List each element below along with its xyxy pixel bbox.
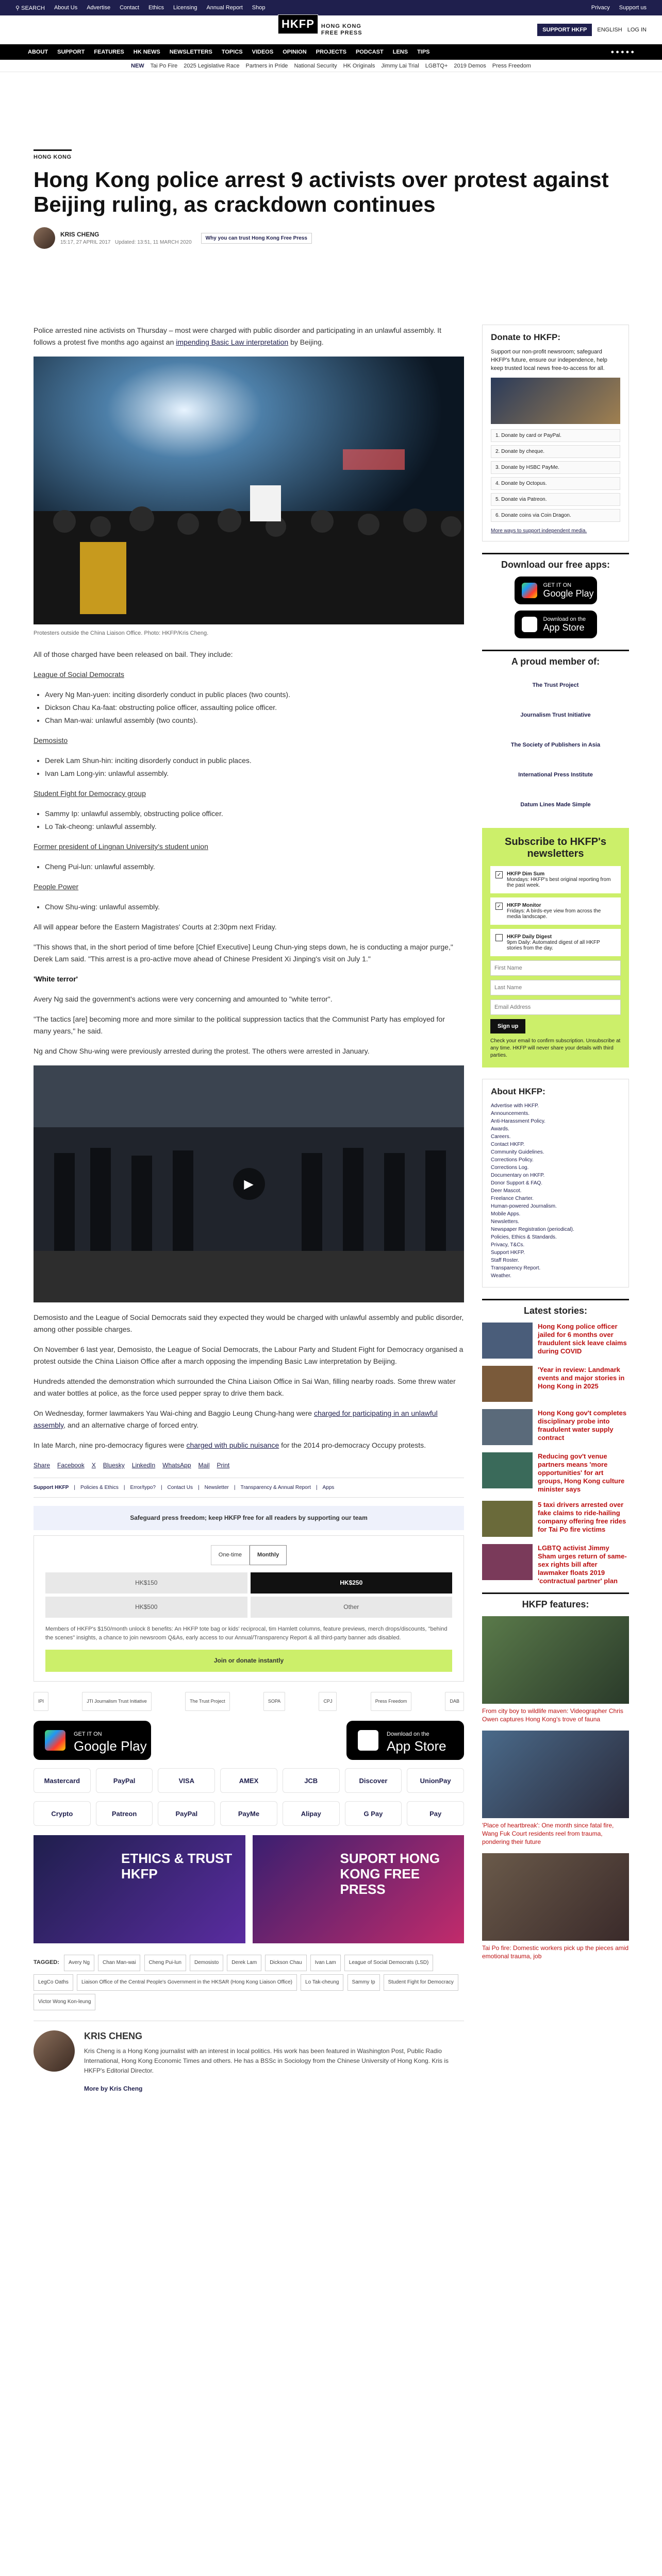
list-item: • Derek Lam Shun-hin: inciting disorderly conduct in public places. [45, 755, 464, 767]
list-item: • Avery Ng Man-yuen: inciting disorderly conduct in public places (two counts). [45, 689, 464, 701]
story-title: LGBTQ activist Jimmy Sham urges return of same-sex rights bill after lawmaker floats 2019 'contractual partner' plan [538, 1544, 627, 1585]
list-item: • Chow Shu-wing: unlawful assembly. [45, 901, 464, 913]
google-text: Google Play [74, 1738, 147, 1754]
feature-title: From city boy to wildlife maven: Videographer Chris Owen captures Hong Kong's trove of fauna [482, 1707, 623, 1723]
group-heading-lsd: League of Social Democrats [34, 670, 124, 679]
about-link[interactable]: Contact HKFP. [491, 1142, 525, 1147]
wed-text-b: , and an alternative charge of forced entry. [63, 1421, 199, 1429]
category-label[interactable]: HONG KONG [34, 149, 72, 160]
logo-box: HKFP [278, 14, 318, 34]
donate-option[interactable]: 3. Donate by HSBC PayMe. [491, 461, 620, 474]
nav-item-videos[interactable]: VIDEOS [252, 49, 274, 55]
nav-item-features[interactable]: FEATURES [94, 49, 124, 55]
november-paragraph: On November 6 last year, Demosisto, the League of Social Democrats, the Labour Party and Student Fight for Democracy organised a protest outside the China Liaison Office after a march opposing the impending Basic Law interpretation by Beijing. [34, 1345, 464, 1365]
tag[interactable]: Derek Lam [227, 1955, 261, 1971]
app-store-button[interactable] [346, 1721, 464, 1760]
app-store-buttons [34, 1721, 464, 1760]
advertise-link[interactable]: Advertise [87, 5, 111, 11]
byline [34, 227, 626, 249]
about-link[interactable]: Careers. [491, 1134, 511, 1140]
photo-caption: Protesters outside the China Liaison Office. Photo: HKFP/Kris Cheng. [34, 630, 209, 636]
donate-option[interactable]: 1. Donate by card or PayPal. [491, 429, 620, 442]
support-promo[interactable] [253, 1835, 465, 1943]
tab-one-time[interactable]: One-time [211, 1545, 250, 1565]
feature-item[interactable] [482, 1731, 629, 1846]
lead-end-text: by Beijing. [288, 338, 324, 346]
donate-box [482, 325, 629, 541]
donate-heading: Donate to HKFP: [491, 332, 561, 342]
nav-item-support[interactable]: SUPPORT [57, 49, 85, 55]
mastercard-icon[interactable]: Mastercard [34, 1768, 91, 1793]
google-play-icon [45, 1730, 65, 1751]
story-thumbnail [482, 1544, 533, 1580]
apps-heading: Download our free apps: [482, 553, 629, 570]
transparency-link[interactable]: Transparency & Annual Report [240, 1485, 311, 1490]
story-title: 'Year in review: Landmark events and major stories in Hong Kong in 2025 [538, 1366, 625, 1390]
about-link[interactable]: Awards. [491, 1126, 509, 1132]
donate-option[interactable]: 6. Donate coins via Coin Dragon. [491, 509, 620, 522]
main-navigation [0, 44, 662, 60]
quote-paragraph: "This shows that, in the short period of time before [Chief Executive] Leung Chun-ying steps down, he is conducting a major purge," Derek Lam said. "This arrest is a pro-active move ahead of Chinese President Xi Jinping's visit on July 1." [34, 943, 453, 963]
newsletter-desc: 9pm Daily: Automated digest of all HKFP stories from the day. [507, 940, 600, 951]
author-box-name[interactable]: KRIS CHENG [84, 2031, 143, 2041]
login-link[interactable]: LOG IN [627, 27, 647, 33]
licensing-link[interactable]: Licensing [173, 5, 197, 11]
partner-logo[interactable]: Press Freedom [371, 1692, 412, 1711]
apple-text: App Store [387, 1738, 446, 1754]
avery-paragraph: Avery Ng said the government's actions were very concerning and amounted to "white terror". [34, 995, 333, 1003]
top-utility-bar [0, 0, 662, 15]
about-link[interactable]: Donor Support & FAQ. [491, 1180, 543, 1186]
donate-widget [34, 1535, 464, 1682]
about-heading: About HKFP: [491, 1087, 545, 1096]
tags-section [34, 1955, 464, 2013]
tag[interactable]: Lo Tak-cheung [301, 1974, 343, 1991]
unionpay-icon[interactable]: UnionPay [407, 1768, 464, 1793]
tag[interactable]: Cheng Pui-lun [144, 1955, 186, 1971]
basic-law-link[interactable]: impending Basic Law interpretation [176, 338, 289, 346]
list-item: • Lo Tak-cheong: unlawful assembly. [45, 821, 464, 833]
author-name[interactable]: KRIS CHENG [60, 231, 100, 238]
latest-heading: Latest stories: [482, 1299, 629, 1316]
play-icon[interactable]: ▶ [233, 1168, 265, 1200]
feature-image [482, 1853, 629, 1941]
donate-intro: Support our non-profit newsroom; safeguard HKFP's future, ensure our independence, help keep trusted local news free-to-access for all. [491, 349, 607, 371]
court-paragraph: All will appear before the Eastern Magistrates' Courts at 2:30pm next Friday. [34, 923, 277, 931]
date-text: 15:17, 27 APRIL 2017 [60, 240, 111, 245]
about-list [491, 1102, 620, 1280]
sidebar-app-buttons [482, 577, 629, 638]
share-label[interactable]: Share [34, 1462, 51, 1469]
author-box [34, 2021, 464, 2102]
story-item[interactable] [482, 1323, 629, 1359]
tag[interactable]: League of Social Democrats (LSD) [344, 1955, 434, 1971]
policies-link[interactable]: Policies & Ethics [80, 1485, 119, 1490]
sopa-logo[interactable]: The Society of Publishers in Asia [510, 742, 601, 748]
nav-item-lens[interactable]: LENS [392, 49, 408, 55]
story-item[interactable] [482, 1544, 629, 1585]
article-header [34, 149, 626, 249]
group-heading-lingnan: Former president of Lingnan University's student union [34, 842, 208, 851]
partner-logo[interactable]: JTI Journalism Trust Initiative [82, 1692, 152, 1711]
share-mail[interactable]: Mail [198, 1462, 210, 1469]
social-icons[interactable]: ● ● ● ● ● [610, 49, 634, 55]
visa-icon[interactable]: VISA [158, 1768, 215, 1793]
about-link[interactable]: Policies, Ethics & Standards. [491, 1234, 557, 1240]
nav-item-hk-news[interactable]: HK NEWS [133, 49, 160, 55]
march-paragraph [34, 1439, 464, 1451]
story-thumbnail [482, 1409, 533, 1445]
story-thumbnail [482, 1452, 533, 1488]
nav-item-opinion[interactable]: OPINION [283, 49, 307, 55]
google-pay-icon[interactable]: G Pay [345, 1801, 402, 1826]
partner-logo[interactable]: CPJ [319, 1692, 337, 1711]
story-item[interactable] [482, 1501, 629, 1537]
newsletter-link[interactable]: Newsletter [204, 1485, 229, 1490]
publish-date [60, 240, 192, 245]
google-play-button[interactable] [34, 1721, 151, 1760]
join-donate-button[interactable]: Join or donate instantly [45, 1650, 452, 1672]
nav-item-podcast[interactable]: PODCAST [355, 49, 384, 55]
released-paragraph: All of those charged have been released on bail. They include: [34, 650, 233, 658]
member-logos [482, 673, 629, 817]
jti-logo[interactable]: Journalism Trust Initiative [520, 712, 591, 718]
apple-small-text: Download on the [543, 616, 586, 622]
about-link[interactable]: About Us [54, 5, 78, 11]
sfd-list [45, 808, 464, 833]
embedded-video[interactable] [34, 1065, 464, 1302]
donate-options [491, 429, 620, 522]
ng-paragraph: Ng and Chow Shu-wing were previously arrested during the protest. The others were arrested in January. [34, 1047, 370, 1055]
list-item: • Dickson Chau Ka-faat: obstructing police officer, assaulting police officer. [45, 702, 464, 714]
list-item: • Cheng Pui-lun: unlawful assembly. [45, 861, 464, 873]
trending-item[interactable]: National Security [294, 62, 337, 69]
white-terror-subheading: 'White terror' [34, 975, 78, 983]
discover-icon[interactable]: Discover [345, 1768, 402, 1793]
story-thumbnail [482, 1501, 533, 1537]
updated-text: Updated: 13:51, 11 MARCH 2020 [114, 240, 192, 245]
patreon-icon[interactable]: Patreon [96, 1801, 153, 1826]
story-title: 5 taxi drivers arrested over fake claims to ride-hailing company offering free rides for Tai Po fire victims [538, 1501, 626, 1533]
tag[interactable]: Sammy Ip [347, 1974, 380, 1991]
demosisto-list [45, 755, 464, 779]
trending-item[interactable]: Partners in Pride [245, 62, 288, 69]
feature-image [482, 1731, 629, 1818]
jcb-icon[interactable]: JCB [283, 1768, 340, 1793]
article-body [34, 325, 464, 2102]
donate-option[interactable]: 4. Donate by Octopus. [491, 477, 620, 490]
amount-option[interactable]: HK$150 [45, 1572, 247, 1594]
march-text-a: In late March, nine pro-democracy figures were [34, 1441, 187, 1449]
logo-line1: HONG KONG [321, 23, 361, 29]
feature-item[interactable] [482, 1616, 629, 1723]
annual-report-link[interactable]: Annual Report [206, 5, 243, 11]
checkbox-icon[interactable] [495, 934, 503, 941]
trending-item[interactable]: 2025 Legislative Race [184, 62, 240, 69]
about-box [482, 1079, 629, 1287]
article-footer-links: Support HKFP | Policies & Ethics | Error/typo? | Contact Us | Newsletter | Transparency & Annual Report | Apps [34, 1478, 464, 1498]
about-link[interactable]: Staff Roster. [491, 1258, 519, 1263]
lsd-list [45, 689, 464, 726]
story-item[interactable] [482, 1452, 629, 1494]
story-title: Hong Kong gov't completes disciplinary probe into fraudulent water supply contract [538, 1409, 627, 1442]
amount-option[interactable]: Other [251, 1597, 453, 1618]
donate-option[interactable]: 2. Donate by cheque. [491, 445, 620, 458]
share-facebook[interactable]: Facebook [57, 1462, 85, 1469]
logo-text [321, 23, 362, 37]
about-link[interactable]: Announcements. [491, 1111, 530, 1116]
shop-link[interactable]: Shop [252, 5, 266, 11]
about-link[interactable]: Deer Mascot. [491, 1188, 522, 1194]
tab-monthly[interactable]: Monthly [250, 1545, 287, 1565]
about-link[interactable]: Privacy, T&Cs. [491, 1242, 525, 1248]
search-label: SEARCH [21, 5, 45, 11]
newsletter-heading: Subscribe to HKFP's newsletters [504, 836, 606, 859]
share-print[interactable]: Print [217, 1462, 230, 1469]
share-row [34, 1460, 464, 1471]
newsletter-name: HKFP Daily Digest [507, 934, 552, 940]
partner-logo[interactable]: The Trust Project [185, 1692, 230, 1711]
signup-button[interactable]: Sign up [490, 1019, 525, 1033]
lingnan-list [45, 861, 464, 873]
more-by-author-link[interactable]: More by Kris Cheng [84, 2085, 143, 2092]
feature-title: Tai Po fire: Domestic workers pick up the pieces amid emotional trauma, job [482, 1944, 629, 1960]
tag[interactable]: Demosisto [190, 1955, 223, 1971]
search-link[interactable]: ⚲ SEARCH [15, 5, 45, 11]
safeguard-banner: Safeguard press freedom; keep HKFP free for all readers by supporting our team [34, 1506, 464, 1530]
frequency-tabs [45, 1545, 452, 1565]
google-small-text: GET IT ON [74, 1731, 102, 1737]
about-link[interactable]: Weather. [491, 1273, 511, 1279]
about-link[interactable]: Corrections Log. [491, 1165, 529, 1171]
google-small-text: GET IT ON [543, 582, 572, 588]
sidebar [482, 325, 629, 1968]
group-heading-demosisto: Demosisto [34, 736, 68, 744]
apple-small-text: Download on the [387, 1731, 429, 1737]
features-heading: HKFP features: [482, 1592, 629, 1610]
public-nuisance-link[interactable]: charged with public nuisance [186, 1441, 279, 1449]
partner-logo[interactable]: SOPA [263, 1692, 285, 1711]
sidebar-app-store-button[interactable] [515, 611, 597, 638]
trending-item[interactable]: HK Originals [343, 62, 375, 69]
author-avatar[interactable] [34, 227, 55, 249]
story-item[interactable] [482, 1366, 629, 1402]
newsletter-desc: Mondays: HKFP's best original reporting from the past week. [507, 877, 611, 888]
hkfp-logo[interactable] [278, 20, 384, 40]
alipay-icon[interactable]: Alipay [283, 1801, 340, 1826]
about-link[interactable]: Newspaper Registration (periodical). [491, 1227, 574, 1232]
protest-photo [34, 357, 464, 624]
trending-item[interactable]: 2019 Demos [454, 62, 486, 69]
newsletter-option-monitor[interactable] [490, 897, 621, 925]
promo-banners [34, 1835, 464, 1943]
trust-button[interactable]: Why you can trust Hong Kong Free Press [201, 233, 312, 244]
about-link[interactable]: Documentary on HKFP. [491, 1173, 545, 1178]
trending-item[interactable]: Jimmy Lai Trial [381, 62, 419, 69]
feature-item[interactable] [482, 1853, 629, 1960]
promo-title: SUPORT HONG KONG FREE PRESS [340, 1851, 440, 1897]
apple-text: App Store [543, 622, 585, 633]
language-selector[interactable]: ENGLISH [597, 27, 622, 33]
story-item[interactable] [482, 1409, 629, 1445]
site-header [0, 15, 662, 44]
about-link[interactable]: Anti-Harassment Policy. [491, 1118, 545, 1124]
privacy-link[interactable]: Privacy [591, 5, 610, 11]
trending-item[interactable]: Tai Po Fire [150, 62, 178, 69]
apple-icon [358, 1730, 378, 1751]
list-item: • Ivan Lam Long-yin: unlawful assembly. [45, 768, 464, 779]
amex-icon[interactable]: AMEX [220, 1768, 277, 1793]
paypal-icon[interactable]: PayPal [96, 1768, 153, 1793]
about-link[interactable]: Mobile Apps. [491, 1211, 521, 1217]
group-heading-sfd: Student Fight for Democracy group [34, 789, 146, 798]
crypto-icon[interactable]: Crypto [34, 1801, 91, 1826]
nav-item-topics[interactable]: TOPICS [221, 49, 243, 55]
share-whatsapp[interactable]: WhatsApp [162, 1462, 191, 1469]
member-heading: A proud member of: [482, 650, 629, 667]
paypal-icon[interactable]: PayPal [158, 1801, 215, 1826]
author-box-avatar[interactable] [34, 2030, 75, 2072]
demosisto-paragraph: Demosisto and the League of Social Democrats said they expected they would be charged with unlawful assembly and public disorder, among other possible charges. [34, 1313, 464, 1333]
sidebar-google-play-button[interactable] [515, 577, 597, 604]
partner-logo[interactable]: DAB [445, 1692, 464, 1711]
trust-project-logo[interactable]: The Trust Project [532, 682, 579, 688]
nav-item-about[interactable]: ABOUT [28, 49, 48, 55]
amount-option-selected[interactable]: HK$250 [251, 1572, 453, 1594]
feature-title: 'Place of heartbreak': One month since fatal fire, Wang Fuk Court residents reel from trauma, pondering their future [482, 1822, 614, 1845]
contact-link[interactable]: Contact [120, 5, 139, 11]
nav-item-tips[interactable]: TIPS [417, 49, 430, 55]
payment-methods [34, 1768, 464, 1826]
march-text-b: for the 2014 pro-democracy Occupy protests. [279, 1441, 426, 1449]
payme-icon[interactable]: PayMe [220, 1801, 277, 1826]
promo-title: ETHICS & TRUST HKFP [121, 1851, 233, 1882]
support-hkfp-link[interactable]: Support HKFP [34, 1485, 69, 1490]
about-link[interactable]: Advertise with HKFP. [491, 1103, 539, 1109]
amount-options [45, 1572, 452, 1618]
nav-item-projects[interactable]: PROJECTS [316, 49, 346, 55]
apple-pay-icon[interactable]: Pay [407, 1801, 464, 1826]
tag[interactable]: LegCo Oaths [34, 1974, 73, 1991]
checkbox-checked-icon[interactable]: ✓ [495, 903, 503, 910]
story-thumbnail [482, 1366, 533, 1402]
first-name-field[interactable] [490, 960, 621, 976]
lead-text: Police arrested nine activists on Thursday – most were charged with public disorder and participating in an unlawful assembly. It follows a protest five months ago against an [34, 326, 441, 346]
amount-option[interactable]: HK$500 [45, 1597, 247, 1618]
list-item: • Sammy Ip: unlawful assembly, obstructing police officer. [45, 808, 464, 820]
list-item: • Chan Man-wai: unlawful assembly (two counts). [45, 715, 464, 726]
newsletter-note: Check your email to confirm subscription. Unsubscribe at any time. HKFP will never share your details with third parties. [490, 1038, 621, 1058]
share-bluesky[interactable]: Bluesky [103, 1462, 125, 1469]
logo-line2: FREE PRESS [321, 30, 362, 36]
share-x[interactable]: X [91, 1462, 96, 1469]
about-link[interactable]: Support HKFP. [491, 1250, 525, 1256]
ethics-link[interactable]: Ethics [148, 5, 164, 11]
apple-icon [522, 617, 537, 632]
share-linkedin[interactable]: LinkedIn [131, 1462, 156, 1469]
latest-stories [482, 1323, 629, 1585]
tag[interactable]: Chan Man-wai [98, 1955, 140, 1971]
newsletter-name: HKFP Monitor [507, 903, 541, 908]
lead-paragraph [34, 325, 464, 348]
article-title: Hong Kong police arrest 9 activists over protest against Beijing ruling, as crackdown continues [34, 167, 609, 216]
newsletter-name: HKFP Dim Sum [507, 871, 545, 877]
support-hkfp-button[interactable]: SUPPORT HKFP [537, 24, 592, 36]
newsletter-option-dim-sum[interactable] [490, 866, 621, 893]
google-play-icon [522, 583, 537, 598]
email-field[interactable] [490, 999, 621, 1015]
about-link[interactable]: Community Guidelines. [491, 1149, 544, 1155]
author-bio: Kris Cheng is a Hong Kong journalist with an interest in local politics. His work has been featured in Washington Post, Public Radio International, Hong Kong Economic Times and others. He has a BSSc in Sociology from the Chinese University of Hong Kong. Kris is HKFP's Editorial Director. [84, 2047, 449, 2074]
trending-bar [0, 60, 662, 72]
about-link[interactable]: Freelance Charter. [491, 1196, 534, 1201]
newsletter-option-daily-digest[interactable] [490, 929, 621, 956]
google-text: Google Play [543, 588, 594, 599]
story-thumbnail [482, 1323, 533, 1359]
tactics-paragraph: "The tactics [are] becoming more and more similar to the political suppression tactics that the Communist Party has employed for many years," he said. [34, 1015, 445, 1035]
trending-item[interactable]: LGBTQ+ [425, 62, 448, 69]
about-link[interactable]: Transparency Report. [491, 1265, 541, 1271]
about-link[interactable]: Newsletters. [491, 1219, 520, 1225]
datum-lines-logo[interactable]: Datum Lines Made Simple [520, 802, 591, 808]
people-power-list [45, 901, 464, 913]
tag[interactable]: Liaison Office of the Central People's Government in the HKSAR (Hong Kong Liaison Office) [77, 1974, 297, 1991]
trending-item[interactable]: Press Freedom [492, 62, 531, 69]
tag[interactable]: Victor Wong Kon-leung [34, 1994, 95, 2010]
contact-us-link[interactable]: Contact Us [167, 1485, 193, 1490]
last-name-field[interactable] [490, 980, 621, 995]
story-title: Hong Kong police officer jailed for 6 months over fraudulent sick leave claims during COVID [538, 1323, 627, 1355]
newsletter-desc: Fridays: A birds-eye view from across the media landscape. [507, 908, 601, 920]
tagged-label: TAGGED: [34, 1959, 59, 1965]
tag[interactable]: Ivan Lam [310, 1955, 341, 1971]
wed-text-a: On Wednesday, former lawmakers Yau Wai-ching and Baggio Leung Chung-hang were [34, 1409, 314, 1417]
donate-image [491, 378, 620, 424]
ipi-logo[interactable]: International Press Institute [518, 772, 593, 778]
donate-option[interactable]: 5. Donate via Patreon. [491, 493, 620, 506]
tag[interactable]: Student Fight for Democracy [384, 1974, 458, 1991]
more-ways-link[interactable]: More ways to support independent media. [491, 528, 587, 534]
about-link[interactable]: Corrections Policy. [491, 1157, 534, 1163]
support-us-link[interactable]: Support us [619, 5, 647, 11]
story-title: Reducing gov't venue partners means 'more opportunities' for art groups, Hong Kong culture minister says [538, 1452, 625, 1493]
about-link[interactable]: Human-powered Journalism. [491, 1204, 557, 1209]
newsletter-box [482, 828, 629, 1067]
membership-note: Members of HKFP's $150/month unlock 8 benefits: An HKFP tote bag or kids' reciprocal, tim Hamlett columns, feature previews, merch drops/discounts, "behind the scenes" insights, a chance to join newsroom Q&As, early access to our Annual/Transparency Report & all third-party banner ads disabled. [45, 1626, 448, 1641]
feature-image [482, 1616, 629, 1704]
apps-link[interactable]: Apps [322, 1485, 335, 1490]
partner-logos [34, 1690, 464, 1713]
protest-photo-illustration [34, 357, 464, 624]
unlawful-assembly-link[interactable]: charged for participating in an unlawful assembly [34, 1409, 438, 1429]
group-heading-people-power: People Power [34, 883, 79, 891]
tag[interactable]: Avery Ng [64, 1955, 94, 1971]
wednesday-paragraph [34, 1408, 464, 1431]
trending-new-label: NEW [131, 62, 144, 69]
feature-stories [482, 1616, 629, 1960]
hundreds-paragraph: Hundreds attended the demonstration which surrounded the China Liaison Office in Sai Wan, filling nearby roads. Some threw water and water bottles at police, as the force used pepper spray to drive them back. [34, 1377, 456, 1397]
tag[interactable]: Dickson Chau [265, 1955, 306, 1971]
error-typo-link[interactable]: Error/typo? [130, 1485, 156, 1490]
nav-item-newsletters[interactable]: NEWSLETTERS [169, 49, 212, 55]
ethics-promo[interactable] [34, 1835, 245, 1943]
partner-logo[interactable]: IPI [34, 1692, 48, 1711]
checkbox-checked-icon[interactable]: ✓ [495, 871, 503, 878]
